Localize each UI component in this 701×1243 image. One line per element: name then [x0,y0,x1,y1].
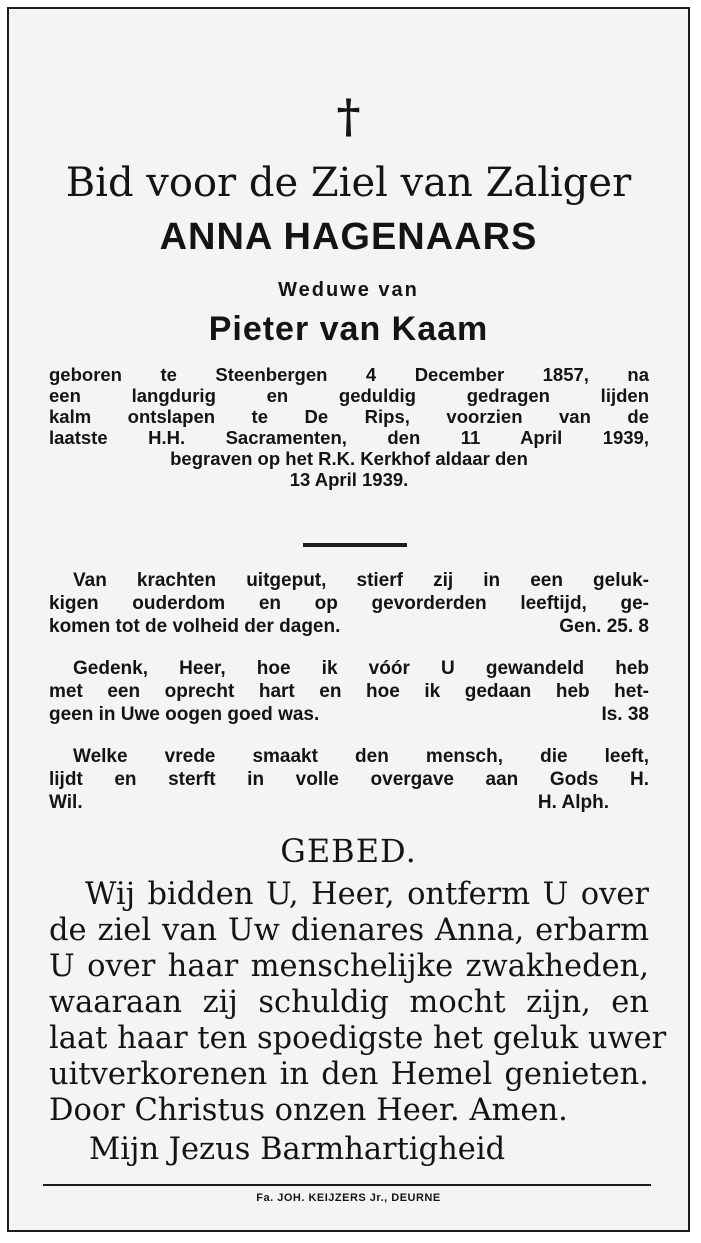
quote-genesis [49,569,649,638]
widow-of-label: Weduwe van [278,279,419,301]
quote-line: lijdt en sterft in volle overgave aan Gods H. [49,769,649,790]
quote-source: Is. 38 [601,704,649,725]
quote-alphonsus [49,745,649,814]
quote-line: kigen ouderdom en op gevorderden leeftijd, ge- [49,593,649,614]
quote-line: met een oprecht hart en hoe ik gedaan heb het- [49,681,649,702]
prayer [49,877,667,1129]
divider [303,543,407,547]
prayer-line: uitverkorenen in den Hemel genieten. [49,1057,649,1092]
quote-line: komen tot de volheid der dagen. [49,616,341,637]
memorial-card [7,7,690,1232]
cross-icon: † [336,89,361,143]
printer-credit: Fa. JOH. KEIJZERS Jr., DEURNE [256,1192,441,1204]
quote-line: Van krachten uitgeput, stierf zij in een geluk- [73,570,649,591]
quote-line: Gedenk, Heer, hoe ik vóór U gewandeld heb [73,658,649,679]
closing-invocation: Mijn Jezus Barmhartigheid [89,1132,506,1167]
biography [49,364,649,490]
biography-line: 13 April 1939. [289,469,409,490]
quote-isaiah [49,657,649,726]
deceased-name: ANNA HAGENAARS [159,216,538,258]
prayer-title: GEBED. [280,832,417,870]
biography-line: geboren te Steenbergen 4 December 1857, na [49,364,649,385]
quote-line: Welke vrede smaakt den mensch, die leeft, [73,746,649,767]
quote-source: H. Alph. [537,792,609,813]
biography-line: een langdurig en geduldig gedragen lijden [49,385,649,406]
prayer-line: U over haar menschelijke zwakheden, [49,949,649,984]
quote-line: geen in Uwe oogen goed was. [49,704,320,725]
quote-last-row [49,615,649,638]
quote-last-row [49,791,649,814]
prayer-line: de ziel van Uw dienares Anna, erbarm [49,913,649,948]
prayer-line: laat haar ten spoedigste het geluk uwer [49,1021,667,1056]
heading: Bid voor de Ziel van Zaliger [65,160,632,206]
footer-divider [43,1184,651,1186]
quote-line: Wil. [49,792,83,813]
quote-last-row [49,703,649,726]
biography-line: kalm ontslapen te De Rips, voorzien van de [49,406,649,427]
biography-line: laatste H.H. Sacramenten, den 11 April 1939, [49,427,649,448]
prayer-line: Door Christus onzen Heer. Amen. [49,1093,568,1128]
prayer-line: waaraan zij schuldig mocht zijn, en [49,985,649,1020]
biography-line: begraven op het R.K. Kerkhof aldaar den [170,448,528,469]
prayer-line: Wij bidden U, Heer, ontferm U over [85,877,649,912]
quote-source: Gen. 25. 8 [559,616,649,637]
husband-name: Pieter van Kaam [208,310,489,348]
